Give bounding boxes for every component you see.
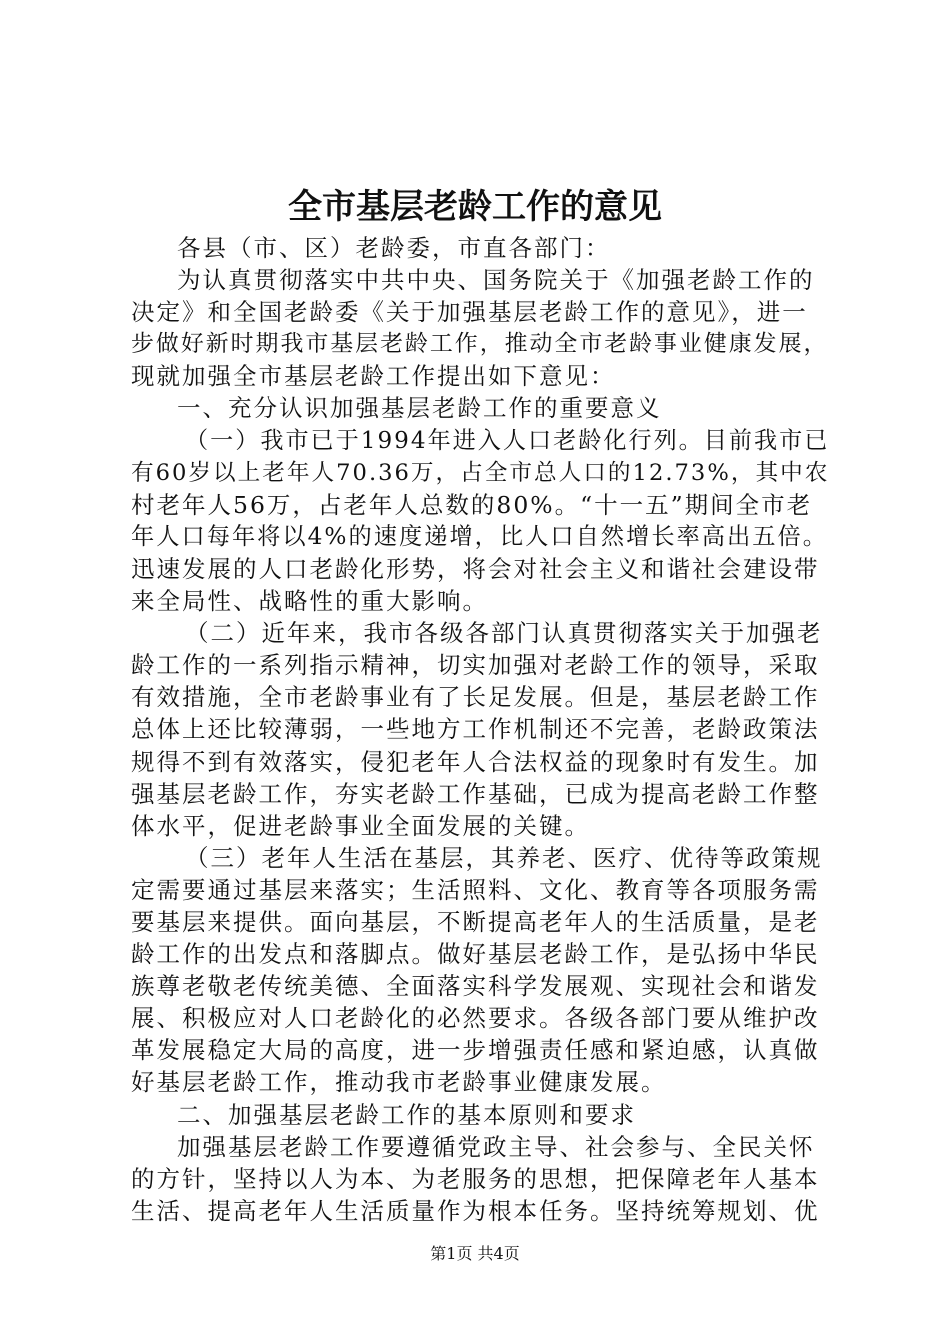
text-line: 迅速发展的人口老龄化形势，将会对社会主义和谐社会建设带	[131, 554, 820, 583]
text-line: 加强基层老龄工作要遵循党政主导、社会参与、全民关怀	[177, 1132, 815, 1161]
text-line: 一、充分认识加强基层老龄工作的重要意义	[177, 394, 662, 423]
text-line: 龄工作的一系列指示精神，切实加强对老龄工作的领导，采取	[131, 651, 820, 680]
document-body	[131, 232, 831, 1227]
text-line: 决定》和全国老龄委《关于加强基层老龄工作的意见》，进一	[131, 298, 808, 327]
text-line: 展、积极应对人口老龄化的必然要求。各级各部门要从维护改	[131, 1004, 820, 1033]
text-line: 村老年人56万，占老年人总数的80%。“十一五”期间全市老	[131, 490, 813, 519]
text-line: 来全局性、战略性的重大影响。	[131, 587, 488, 616]
text-line: 强基层老龄工作，夯实老龄工作基础，已成为提高老龄工作整	[131, 779, 820, 808]
text-line: 为认真贯彻落实中共中央、国务院关于《加强老龄工作的	[177, 266, 815, 295]
text-line: 总体上还比较薄弱，一些地方工作机制还不完善，老龄政策法	[131, 715, 820, 744]
text-line: 有60岁以上老年人70.36万，占全市总人口的12.73%，其中农	[131, 459, 830, 486]
text-line: 族尊老敬老传统美德、全面落实科学发展观、实现社会和谐发	[131, 972, 820, 1001]
text-line: 的方针，坚持以人为本、为老服务的思想，把保障老年人基本	[131, 1164, 820, 1193]
text-line: 定需要通过基层来落实；生活照料、文化、教育等各项服务需	[131, 875, 820, 904]
text-line: 要基层来提供。面向基层，不断提高老年人的生活质量，是老	[131, 907, 820, 936]
text-line: 革发展稳定大局的高度，进一步增强责任感和紧迫感，认真做	[131, 1036, 820, 1065]
text-line: 好基层老龄工作，推动我市老龄事业健康发展。	[131, 1068, 667, 1097]
text-line: 体水平，促进老龄事业全面发展的关键。	[131, 811, 590, 840]
text-line: 现就加强全市基层老龄工作提出如下意见：	[131, 362, 616, 391]
text-line: （一）我市已于1994年进入人口老龄化行列。目前我市已	[185, 427, 830, 454]
text-line: 二、加强基层老龄工作的基本原则和要求	[177, 1100, 636, 1129]
text-line: 规得不到有效落实，侵犯老年人合法权益的现象时有发生。加	[131, 747, 820, 776]
text-line: 各县（市、区）老龄委，市直各部门：	[177, 234, 611, 262]
text-line: 龄工作的出发点和落脚点。做好基层老龄工作，是弘扬中华民	[131, 940, 820, 969]
page-footer: 第1页 共4页	[430, 1244, 520, 1263]
text-line: （二）近年来，我市各级各部门认真贯彻落实关于加强老	[185, 619, 823, 648]
text-line: 步做好新时期我市基层老龄工作，推动全市老龄事业健康发展，	[131, 331, 829, 358]
text-line: 年人口每年将以4%的速度递增，比人口自然增长率高出五倍。	[131, 522, 828, 550]
text-line: 生活、提高老年人生活质量作为根本任务。坚持统筹规划、优	[131, 1196, 820, 1225]
text-line: 有效措施，全市老龄事业有了长足发展。但是，基层老龄工作	[131, 683, 820, 712]
document-title: 全市基层老龄工作的意见	[288, 187, 662, 227]
text-line: （三）老年人生活在基层，其养老、医疗、优待等政策规	[185, 843, 823, 872]
